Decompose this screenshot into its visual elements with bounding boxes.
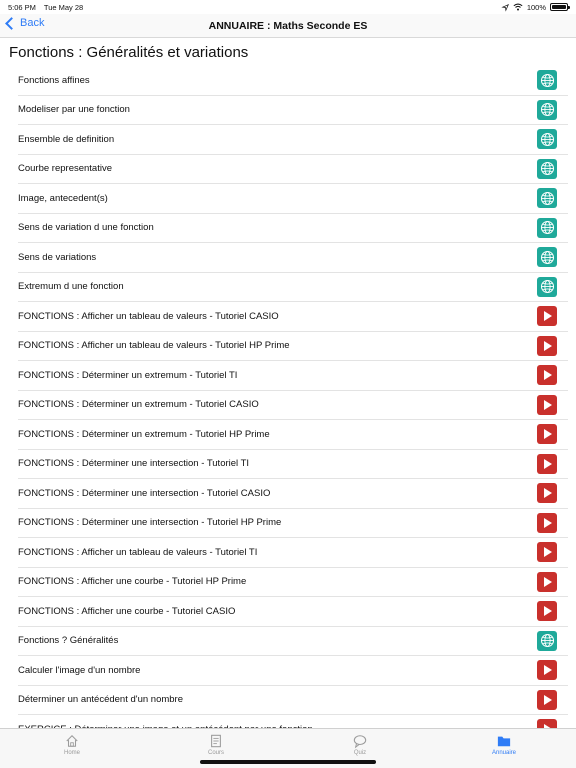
list-item[interactable] [18, 184, 568, 214]
folder-icon [497, 734, 511, 748]
list-item-label: FONCTIONS : Afficher un tableau de valeurs - Tutoriel CASIO [18, 310, 279, 322]
list-item-label: Fonctions ? Généralités [18, 635, 119, 647]
play-icon[interactable] [537, 454, 557, 474]
list-item[interactable] [18, 627, 568, 657]
play-icon[interactable] [537, 513, 557, 533]
battery-icon [550, 3, 568, 11]
tab-quiz[interactable] [295, 734, 425, 756]
globe-icon[interactable] [537, 631, 557, 651]
list-item[interactable] [18, 302, 568, 332]
wifi-icon [513, 3, 523, 11]
globe-icon[interactable] [537, 188, 557, 208]
list-item-label: Extremum d une fonction [18, 281, 124, 293]
list-item-label: FONCTIONS : Afficher une courbe - Tutoriel CASIO [18, 605, 236, 617]
location-icon [502, 4, 509, 11]
play-icon[interactable] [537, 483, 557, 503]
document-icon [209, 734, 223, 748]
back-button-label: Back [20, 17, 45, 29]
list-item[interactable] [18, 66, 568, 96]
list-item[interactable] [18, 155, 568, 185]
list-item-label: FONCTIONS : Afficher un tableau de valeurs - Tutoriel HP Prime [18, 340, 290, 352]
chevron-left-icon [5, 17, 18, 30]
play-icon[interactable] [537, 601, 557, 621]
tab-label: Annuaire [491, 750, 517, 756]
tab-annuaire[interactable] [439, 734, 569, 756]
list-item-label: FONCTIONS : Déterminer un extremum - Tutoriel CASIO [18, 399, 259, 411]
list-item-label: Courbe representative [18, 163, 112, 175]
list-item[interactable] [18, 656, 568, 686]
globe-icon[interactable] [537, 159, 557, 179]
list-item-label: Image, antecedent(s) [18, 192, 108, 204]
list-item-label: FONCTIONS : Déterminer un extremum - Tutoriel TI [18, 369, 238, 381]
list-item[interactable] [18, 509, 568, 539]
chat-bubble-icon [353, 734, 367, 748]
tab-home[interactable] [7, 734, 137, 756]
list-item[interactable] [18, 479, 568, 509]
list-item[interactable] [18, 214, 568, 244]
globe-icon[interactable] [537, 100, 557, 120]
battery-percent: 100% [526, 2, 546, 12]
globe-icon[interactable] [537, 277, 557, 297]
status-bar [0, 0, 576, 14]
list-item-label: Ensemble de definition [18, 133, 115, 145]
list-item-label: FONCTIONS : Déterminer une intersection - Tutoriel TI [18, 458, 250, 470]
list-item-label: FONCTIONS : Déterminer une intersection - Tutoriel HP Prime [18, 517, 282, 529]
tab-label: Home [63, 750, 80, 756]
list-item-label: FONCTIONS : Afficher une courbe - Tutoriel HP Prime [18, 576, 247, 588]
list-item[interactable] [18, 568, 568, 598]
play-icon[interactable] [537, 424, 557, 444]
tab-label: Cours [207, 750, 224, 756]
globe-icon[interactable] [537, 70, 557, 90]
play-icon[interactable] [537, 306, 557, 326]
list-item-label: Déterminer un antécédent d'un nombre [18, 694, 183, 706]
list-item-label: FONCTIONS : Afficher un tableau de valeurs - Tutoriel TI [18, 546, 258, 558]
globe-icon[interactable] [537, 218, 557, 238]
list-item[interactable] [18, 597, 568, 627]
resource-list[interactable] [18, 66, 568, 728]
globe-icon[interactable] [537, 247, 557, 267]
play-icon[interactable] [537, 365, 557, 385]
tab-label: Quiz [353, 750, 367, 756]
list-item[interactable] [18, 391, 568, 421]
globe-icon[interactable] [537, 129, 557, 149]
home-indicator [200, 760, 376, 764]
list-item[interactable] [18, 125, 568, 155]
status-right [502, 3, 568, 12]
play-icon[interactable] [537, 572, 557, 592]
list-item[interactable] [18, 686, 568, 716]
list-item[interactable] [18, 420, 568, 450]
list-item-label: Modeliser par une fonction [18, 104, 130, 116]
tab-cours[interactable] [151, 734, 281, 756]
play-icon[interactable] [537, 690, 557, 710]
list-item-label: Fonctions affines [18, 74, 90, 86]
list-item[interactable] [18, 538, 568, 568]
status-date: Tue May 28 [43, 2, 84, 12]
list-item-label: Sens de variations [18, 251, 97, 263]
page-title: ANNUAIRE : Maths Seconde ES [208, 19, 368, 32]
list-item[interactable] [18, 332, 568, 362]
list-item-label: Calculer l'image d'un nombre [18, 664, 141, 676]
list-item[interactable] [18, 96, 568, 126]
list-item[interactable] [18, 243, 568, 273]
list-item-label: Sens de variation d une fonction [18, 222, 154, 234]
play-icon[interactable] [537, 542, 557, 562]
list-item[interactable] [18, 450, 568, 480]
section-title: Fonctions : Généralités et variations [9, 44, 249, 61]
status-time: 5:06 PM [8, 2, 36, 12]
play-icon[interactable] [537, 660, 557, 680]
navigation-bar [0, 14, 576, 38]
list-item-label: FONCTIONS : Déterminer une intersection - Tutoriel CASIO [18, 487, 271, 499]
list-item[interactable] [18, 273, 568, 303]
play-icon[interactable] [537, 395, 557, 415]
list-item[interactable] [18, 361, 568, 391]
back-button[interactable] [4, 17, 44, 29]
list-item-label: FONCTIONS : Déterminer un extremum - Tutoriel HP Prime [18, 428, 270, 440]
status-left [8, 3, 89, 12]
play-icon[interactable] [537, 336, 557, 356]
home-icon [65, 734, 79, 748]
